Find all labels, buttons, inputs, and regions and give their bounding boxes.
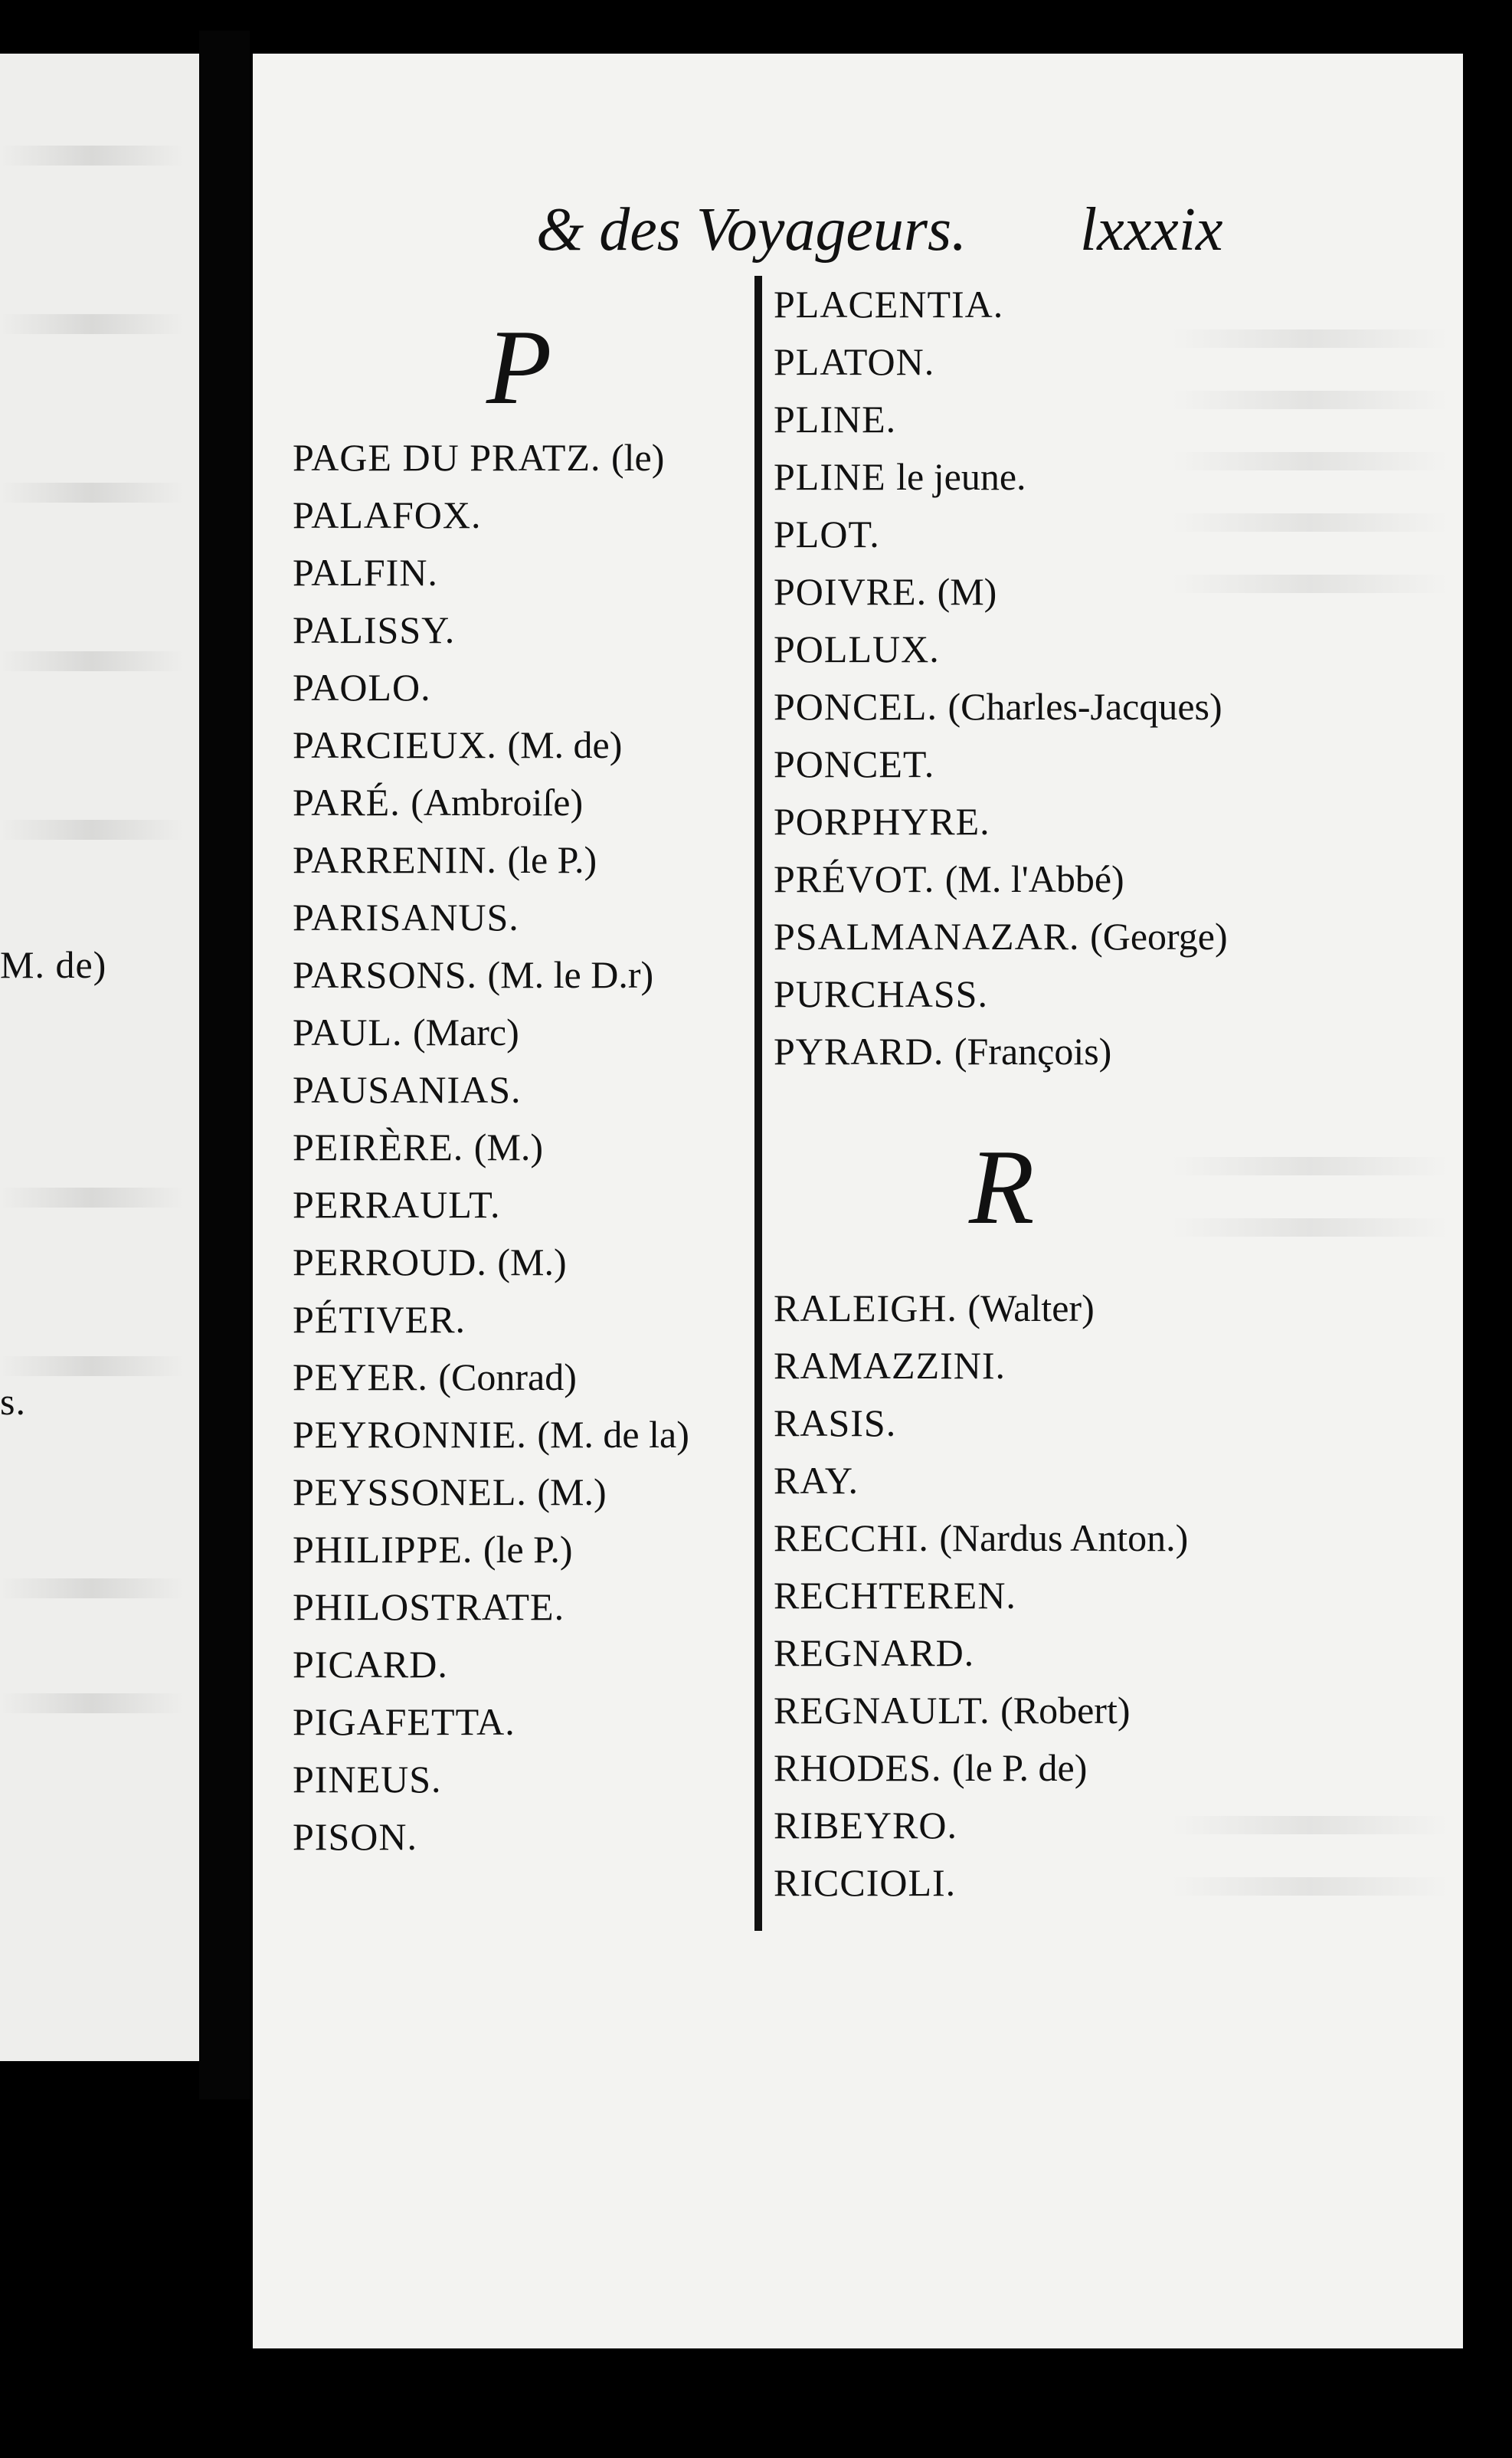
show-through-line [0,146,184,166]
index-entry [774,1624,1463,1682]
entry-name: PLOT. [774,513,880,556]
entry-name: PARISANUS. [293,896,519,939]
entry-qualifier: le jeune. [896,455,1026,498]
entry-name: PLINE [774,455,886,498]
entry-qualifier: (François) [954,1030,1112,1073]
entry-qualifier: (le P.) [483,1528,573,1571]
entry-qualifier: (M.) [537,1470,607,1513]
show-through-line [0,314,184,334]
entry-name: PERRAULT. [293,1183,501,1226]
entry-qualifier: (M.) [497,1240,567,1283]
index-entry [293,487,752,544]
show-through-line [1172,1218,1448,1237]
index-entry [293,1061,752,1119]
section-letter-p: P [486,308,552,427]
entry-name: PARRENIN. [293,838,497,881]
show-through-line [1172,1157,1448,1175]
index-entry [293,601,752,659]
entry-qualifier: (M. l'Abbé) [944,857,1124,900]
entry-name: RIBEYRO. [774,1804,957,1847]
entry-name: PYRARD. [774,1030,944,1073]
index-entry [774,678,1463,736]
show-through-line [0,651,184,671]
entry-name: PONCEL. [774,685,938,728]
entry-name: PEYRONNIE. [293,1413,527,1456]
entry-name: PAUL. [293,1011,403,1054]
entry-name: PONCET. [774,742,935,785]
entry-qualifier: (Conrad) [438,1355,577,1398]
index-entry [774,736,1463,793]
index-entry [774,1280,1463,1337]
index-entry [774,391,1463,448]
index-entry [774,621,1463,678]
index-column-right-p [774,276,1463,1080]
index-entry [774,965,1463,1023]
index-entry [293,1636,752,1693]
entry-name: PARÉ. [293,781,401,824]
entry-name: PICARD. [293,1643,448,1686]
index-entry [293,1406,752,1463]
entry-qualifier: (M. de) [507,723,623,766]
column-rule [754,1303,762,1931]
index-entry [293,774,752,831]
entry-name: RHODES. [774,1746,942,1789]
entry-name: PRÉVOT. [774,857,935,900]
index-entry [774,563,1463,621]
index-entry [293,1808,752,1866]
book-gutter [199,31,250,2099]
index-entry [774,1452,1463,1509]
entry-qualifier: (M. de la) [537,1413,689,1456]
index-column-right-r [774,1280,1463,1912]
index-page [253,54,1463,2348]
entry-name: RASIS. [774,1401,897,1444]
index-entry [293,1349,752,1406]
entry-qualifier: (Walter) [967,1286,1095,1329]
entry-qualifier: (Nardus Anton.) [939,1516,1189,1559]
entry-name: PALISSY. [293,608,456,651]
entry-name: RALEIGH. [774,1286,957,1329]
index-entry [293,1004,752,1061]
entry-name: PSALMANAZAR. [774,915,1080,958]
entry-qualifier: (le P. de) [952,1746,1088,1789]
index-entry [293,659,752,716]
index-entry [774,1797,1463,1854]
entry-name: PURCHASS. [774,972,988,1015]
entry-name: PERROUD. [293,1240,487,1283]
entry-qualifier: (M.) [473,1126,544,1168]
entry-name: PLACENTIA. [774,283,1004,326]
entry-name: PINEUS. [293,1758,442,1801]
index-entry [774,1739,1463,1797]
entry-qualifier: (Ambroiſe) [411,781,584,824]
show-through-line [0,820,184,840]
scan-border [0,2348,1512,2458]
index-entry [774,1854,1463,1912]
column-rule [754,276,762,1303]
show-through-line [0,483,184,503]
index-entry [774,333,1463,391]
index-entry [774,1337,1463,1395]
entry-name: PAOLO. [293,666,431,709]
show-through-line [0,1356,184,1376]
index-entry [293,1119,752,1176]
entry-name: PALFIN. [293,551,438,594]
entry-name: PAUSANIAS. [293,1068,522,1111]
entry-name: PISON. [293,1815,417,1858]
entry-name: REGNARD. [774,1631,975,1674]
index-entry [774,448,1463,506]
index-entry [293,429,752,487]
index-entry [293,831,752,889]
entry-name: PARSONS. [293,953,478,996]
entry-qualifier: (Marc) [412,1011,519,1054]
entry-name: PEYER. [293,1355,428,1398]
show-through-line [0,1188,184,1208]
index-entry [293,889,752,946]
entry-name: REGNAULT. [774,1689,990,1732]
section-letter-r: R [969,1128,1035,1247]
running-title: & des Voyageurs. [536,196,967,264]
entry-name: PORPHYRE. [774,800,990,843]
index-entry [293,1463,752,1521]
index-entry [293,1578,752,1636]
entry-name: RECHTEREN. [774,1574,1016,1617]
page-number: lxxxix [1080,196,1223,264]
entry-name: PEYSSONEL. [293,1470,527,1513]
entry-name: RAMAZZINI. [774,1344,1006,1387]
entry-name: PARCIEUX. [293,723,497,766]
entry-qualifier: (Robert) [1000,1689,1131,1732]
entry-name: PLINE. [774,398,897,441]
index-entry [293,1176,752,1234]
entry-name: PAGE DU PRATZ. [293,436,601,479]
entry-qualifier: (le P.) [507,838,597,881]
entry-qualifier: (M. le D.r) [487,953,654,996]
left-fragment-text: s. [0,1380,26,1423]
entry-name: RECCHI. [774,1516,929,1559]
index-entry [774,1567,1463,1624]
index-entry [774,506,1463,563]
index-entry [293,1521,752,1578]
index-entry [774,850,1463,908]
entry-qualifier: (le) [611,436,665,479]
index-entry [774,1682,1463,1739]
index-entry [774,1023,1463,1080]
index-entry [293,1751,752,1808]
entry-qualifier: (Charles-Jacques) [947,685,1222,728]
entry-name: PALAFOX. [293,493,482,536]
entry-name: PIGAFETTA. [293,1700,515,1743]
entry-qualifier: (M) [937,570,997,613]
index-entry [293,946,752,1004]
entry-name: POIVRE. [774,570,928,613]
index-entry [293,1291,752,1349]
entry-name: RAY. [774,1459,859,1502]
entry-name: PHILOSTRATE. [293,1585,565,1628]
entry-name: POLLUX. [774,628,940,670]
left-page-fragment [0,54,199,2061]
entry-name: PLATON. [774,340,935,383]
entry-name: RICCIOLI. [774,1861,957,1904]
entry-qualifier: (George) [1090,915,1228,958]
entry-name: PÉTIVER. [293,1298,466,1341]
index-entry [774,1395,1463,1452]
show-through-line [0,1693,184,1713]
index-entry [774,276,1463,333]
index-entry [293,1693,752,1751]
index-entry [293,1234,752,1291]
index-entry [293,544,752,601]
entry-name: PHILIPPE. [293,1528,473,1571]
index-entry [293,716,752,774]
entry-name: PEIRÈRE. [293,1126,464,1168]
index-column-left [293,429,752,1866]
left-fragment-text: M. de) [0,943,107,986]
index-entry [774,793,1463,850]
show-through-line [0,1578,184,1598]
index-entry [774,1509,1463,1567]
index-entry [774,908,1463,965]
